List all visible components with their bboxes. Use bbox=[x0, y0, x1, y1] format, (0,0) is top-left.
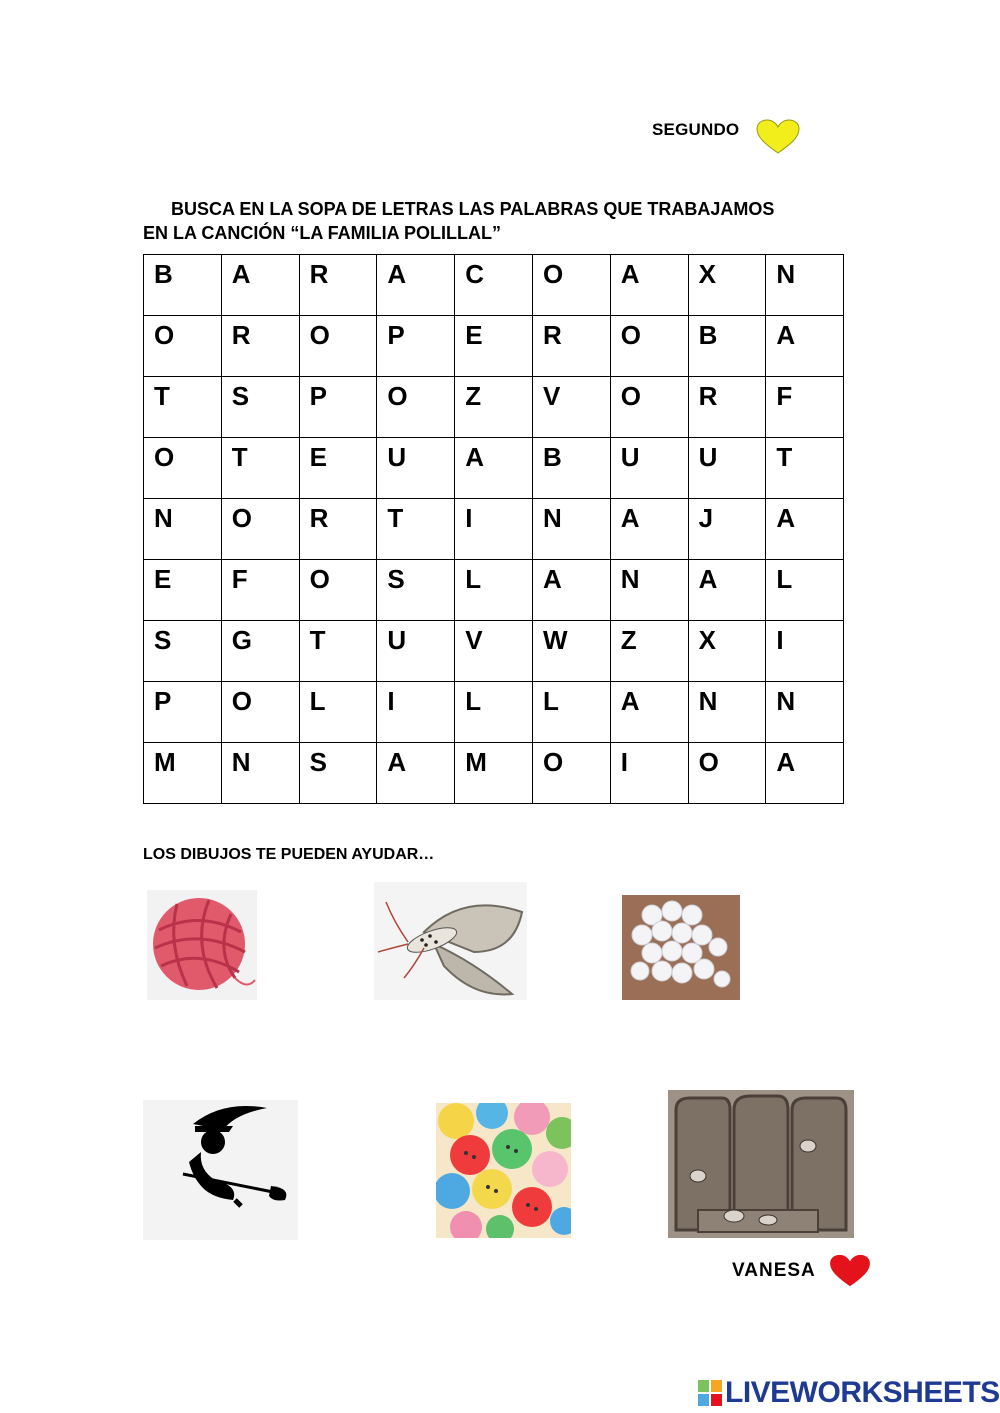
grid-letter: S bbox=[154, 625, 172, 655]
grid-letter: N bbox=[231, 747, 251, 777]
grid-row bbox=[144, 682, 844, 743]
grid-letter: R bbox=[309, 503, 329, 533]
grid-cell bbox=[455, 621, 533, 682]
grid-letter: O bbox=[309, 564, 330, 594]
grid-cell bbox=[377, 316, 455, 377]
grid-cell bbox=[221, 377, 299, 438]
grid-letter: O bbox=[154, 442, 175, 472]
grid-cell bbox=[532, 499, 610, 560]
grid-cell bbox=[299, 621, 377, 682]
grid-letter: B bbox=[154, 259, 173, 289]
grid-letter: N bbox=[154, 503, 173, 533]
grid-cell bbox=[532, 560, 610, 621]
grid-letter: U bbox=[620, 442, 640, 472]
grid-cell bbox=[455, 377, 533, 438]
grid-letter: L bbox=[465, 564, 482, 594]
grid-letter: O bbox=[231, 503, 253, 533]
grid-letter: O bbox=[542, 747, 564, 777]
grid-cell bbox=[455, 682, 533, 743]
grid-row bbox=[144, 377, 844, 438]
grid-letter: T bbox=[309, 625, 326, 655]
grid-cell bbox=[688, 438, 766, 499]
grid-letter: P bbox=[154, 686, 172, 716]
grid-letter: P bbox=[387, 320, 405, 350]
grid-cell bbox=[221, 255, 299, 316]
grid-cell bbox=[610, 499, 688, 560]
grid-letter: T bbox=[231, 442, 248, 472]
grid-letter: T bbox=[387, 503, 404, 533]
grid-cell bbox=[299, 316, 377, 377]
grid-cell bbox=[766, 621, 844, 682]
grid-letter: A bbox=[776, 747, 796, 777]
grid-cell bbox=[299, 682, 377, 743]
grid-cell bbox=[766, 560, 844, 621]
grid-cell bbox=[610, 743, 688, 804]
grid-cell bbox=[221, 560, 299, 621]
grid-cell bbox=[299, 255, 377, 316]
grid-letter: O bbox=[698, 747, 719, 777]
grid-letter: L bbox=[542, 686, 559, 716]
author-signature: VANESA bbox=[732, 1260, 816, 1281]
grid-letter: S bbox=[231, 381, 250, 411]
grid-cell bbox=[766, 255, 844, 316]
grid-cell bbox=[766, 682, 844, 743]
grid-letter: O bbox=[387, 381, 408, 411]
grid-letter: A bbox=[776, 503, 796, 533]
grid-cell bbox=[144, 499, 222, 560]
grid-letter: L bbox=[309, 686, 326, 716]
instructions-line-2: EN LA CANCIÓN “LA FAMILIA POLILLAL” bbox=[143, 223, 501, 243]
grid-letter: N bbox=[776, 686, 796, 716]
grid-cell bbox=[377, 377, 455, 438]
grid-cell bbox=[221, 499, 299, 560]
grid-letter: I bbox=[620, 747, 629, 777]
grid-cell bbox=[610, 560, 688, 621]
yellow-heart-icon bbox=[755, 118, 801, 156]
grid-cell bbox=[221, 743, 299, 804]
grid-cell bbox=[766, 316, 844, 377]
grid-letter: L bbox=[465, 686, 482, 716]
grid-cell bbox=[377, 255, 455, 316]
grid-cell bbox=[377, 621, 455, 682]
grid-letter: A bbox=[620, 259, 640, 289]
grid-cell bbox=[144, 377, 222, 438]
grid-letter: O bbox=[231, 686, 253, 716]
grid-cell bbox=[299, 560, 377, 621]
liveworksheets-logo-icon bbox=[697, 1378, 723, 1408]
grid-cell bbox=[455, 438, 533, 499]
grid-letter: R bbox=[698, 381, 718, 411]
grid-cell bbox=[299, 499, 377, 560]
grid-letter: A bbox=[387, 259, 407, 289]
grid-letter: V bbox=[465, 625, 483, 655]
grid-letter: E bbox=[465, 320, 483, 350]
grid-letter: A bbox=[542, 564, 562, 594]
brand-name: LIVEWORKSHEETS bbox=[725, 1376, 1000, 1409]
grid-cell bbox=[144, 743, 222, 804]
grid-cell bbox=[688, 621, 766, 682]
grid-letter: O bbox=[154, 320, 175, 350]
grid-cell bbox=[688, 316, 766, 377]
grid-cell bbox=[532, 743, 610, 804]
grid-letter: O bbox=[542, 259, 564, 289]
grid-cell bbox=[688, 560, 766, 621]
grid-letter: T bbox=[154, 381, 170, 411]
grid-cell bbox=[455, 255, 533, 316]
yarn-ball-image bbox=[147, 890, 257, 1000]
grid-letter: A bbox=[620, 686, 640, 716]
grid-letter: B bbox=[542, 442, 562, 472]
grid-cell bbox=[688, 682, 766, 743]
grid-cell bbox=[299, 743, 377, 804]
grid-cell bbox=[144, 255, 222, 316]
grid-cell bbox=[766, 499, 844, 560]
moth-image bbox=[374, 882, 527, 1000]
grid-letter: S bbox=[387, 564, 405, 594]
grid-cell bbox=[610, 438, 688, 499]
buttons-image bbox=[436, 1103, 571, 1238]
grid-cell bbox=[377, 560, 455, 621]
grid-letter: U bbox=[698, 442, 718, 472]
grid-letter: A bbox=[231, 259, 251, 289]
hint-text: LOS DIBUJOS TE PUEDEN AYUDAR… bbox=[143, 846, 435, 863]
red-heart-icon bbox=[828, 1253, 872, 1289]
grid-cell bbox=[455, 316, 533, 377]
grid-letter: X bbox=[698, 259, 716, 289]
grid-cell bbox=[221, 682, 299, 743]
grid-cell bbox=[144, 621, 222, 682]
grid-letter: O bbox=[309, 320, 330, 350]
grid-letter: W bbox=[542, 625, 568, 655]
grid-row bbox=[144, 255, 844, 316]
grid-letter: I bbox=[776, 625, 784, 655]
grid-cell bbox=[688, 743, 766, 804]
grid-cell bbox=[532, 682, 610, 743]
grid-cell bbox=[455, 499, 533, 560]
grid-letter: O bbox=[620, 381, 642, 411]
grid-letter: N bbox=[776, 259, 796, 289]
grid-letter: V bbox=[542, 381, 561, 411]
grid-letter: R bbox=[542, 320, 562, 350]
grid-letter: A bbox=[776, 320, 796, 350]
grid-row bbox=[144, 499, 844, 560]
grid-cell bbox=[299, 438, 377, 499]
grade-label: SEGUNDO bbox=[652, 120, 740, 139]
witch-silhouette-image bbox=[143, 1100, 298, 1240]
grid-cell bbox=[144, 682, 222, 743]
grid-letter: R bbox=[309, 259, 329, 289]
grid-letter: Z bbox=[465, 381, 482, 411]
grid-cell bbox=[144, 316, 222, 377]
grid-row bbox=[144, 621, 844, 682]
instructions bbox=[143, 197, 863, 245]
grid-letter: A bbox=[698, 564, 718, 594]
grid-cell bbox=[610, 316, 688, 377]
grid-letter: U bbox=[387, 442, 407, 472]
instructions-line-1: BUSCA EN LA SOPA DE LETRAS LAS PALABRAS QUE TRABAJAMOS bbox=[171, 199, 775, 219]
grid-letter: E bbox=[309, 442, 327, 472]
grid-cell bbox=[766, 438, 844, 499]
grid-letter: L bbox=[776, 564, 793, 594]
grid-cell bbox=[532, 316, 610, 377]
grid-cell bbox=[221, 316, 299, 377]
grid-letter: E bbox=[154, 564, 172, 594]
grid-cell bbox=[610, 621, 688, 682]
grid-cell bbox=[688, 255, 766, 316]
grid-cell bbox=[144, 438, 222, 499]
grid-letter: F bbox=[231, 564, 248, 594]
grid-cell bbox=[688, 377, 766, 438]
grid-cell bbox=[532, 621, 610, 682]
grid-letter: M bbox=[154, 747, 176, 777]
grid-cell bbox=[532, 438, 610, 499]
grid-row bbox=[144, 560, 844, 621]
grid-row bbox=[144, 743, 844, 804]
grid-letter: F bbox=[776, 381, 793, 411]
grid-cell bbox=[766, 377, 844, 438]
grid-row bbox=[144, 316, 844, 377]
grid-letter: G bbox=[231, 625, 253, 655]
brand-watermark bbox=[697, 1376, 1000, 1410]
grid-letter: N bbox=[698, 686, 718, 716]
grid-letter: R bbox=[231, 320, 251, 350]
grid-cell bbox=[144, 560, 222, 621]
grid-letter: S bbox=[309, 747, 327, 777]
grid-cell bbox=[377, 499, 455, 560]
grid-letter: I bbox=[387, 686, 395, 716]
mothballs-image bbox=[622, 895, 740, 1000]
grid-cell bbox=[455, 743, 533, 804]
grid-cell bbox=[766, 743, 844, 804]
grid-letter: A bbox=[387, 747, 407, 777]
grid-cell bbox=[221, 621, 299, 682]
grid-letter: B bbox=[698, 320, 718, 350]
grid-cell bbox=[455, 560, 533, 621]
grid-cell bbox=[610, 377, 688, 438]
wardrobe-image bbox=[668, 1090, 854, 1238]
grid-letter: O bbox=[620, 320, 642, 350]
grid-letter: Z bbox=[620, 625, 637, 655]
grid-cell bbox=[610, 255, 688, 316]
grid-letter: J bbox=[698, 503, 714, 533]
grid-letter: N bbox=[542, 503, 562, 533]
grid-letter: U bbox=[387, 625, 407, 655]
grid-letter: A bbox=[465, 442, 484, 472]
word-search-grid bbox=[143, 254, 844, 804]
grid-cell bbox=[688, 499, 766, 560]
grid-letter: X bbox=[698, 625, 716, 655]
grid-letter: P bbox=[309, 381, 327, 411]
grid-cell bbox=[299, 377, 377, 438]
grid-cell bbox=[532, 377, 610, 438]
grid-cell bbox=[377, 438, 455, 499]
grid-letter: I bbox=[465, 503, 473, 533]
grid-letter: M bbox=[465, 747, 487, 777]
grid-letter: T bbox=[776, 442, 793, 472]
grid-letter: C bbox=[465, 259, 484, 289]
grid-cell bbox=[532, 255, 610, 316]
grid-cell bbox=[377, 743, 455, 804]
grid-cell bbox=[610, 682, 688, 743]
grid-cell bbox=[377, 682, 455, 743]
grid-cell bbox=[221, 438, 299, 499]
grid-letter: A bbox=[620, 503, 640, 533]
grid-letter: N bbox=[620, 564, 640, 594]
grid-row bbox=[144, 438, 844, 499]
